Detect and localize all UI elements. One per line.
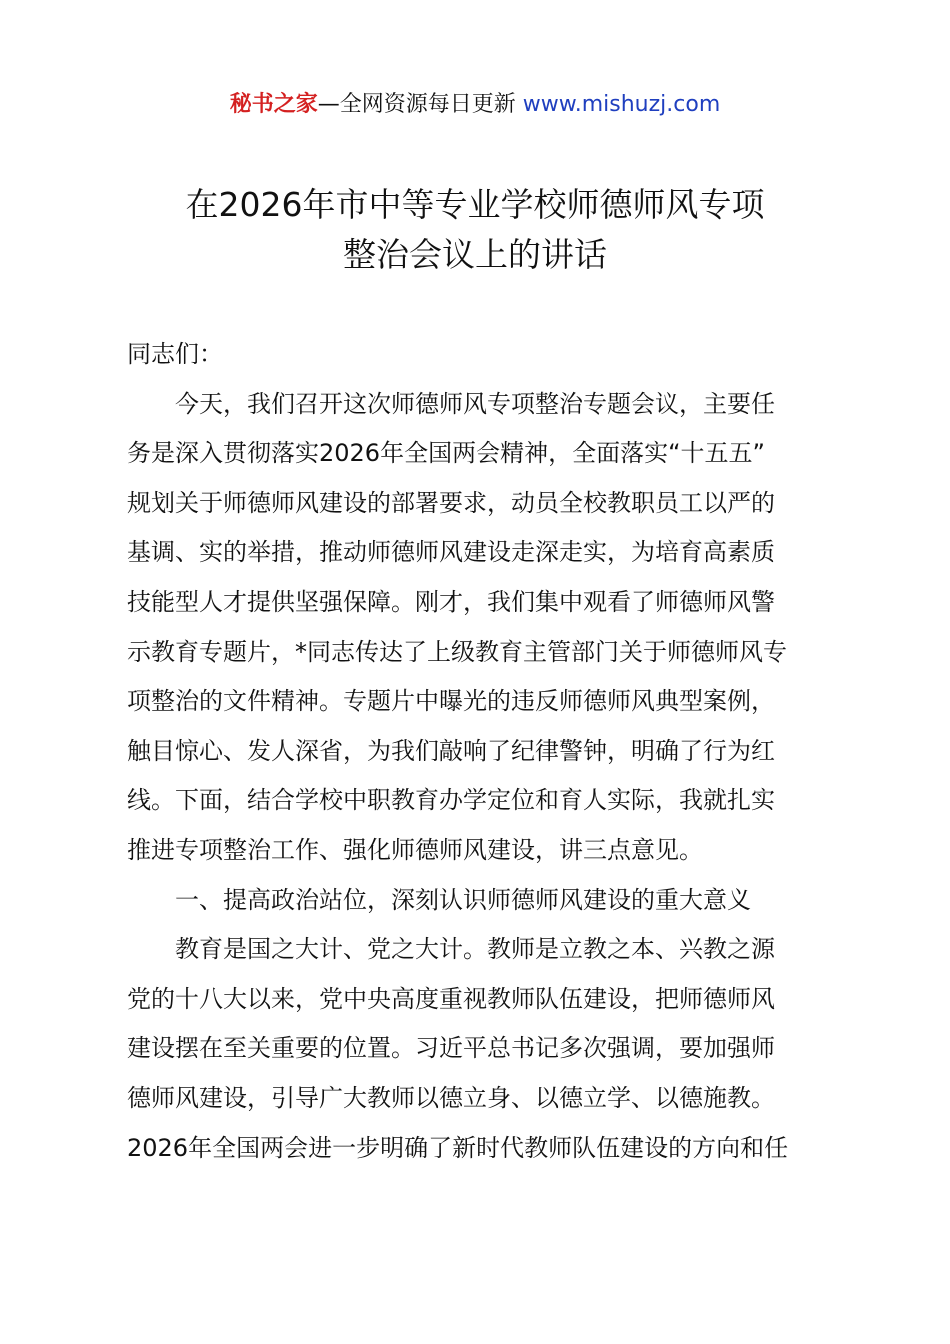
section-1-heading-text: 一、提高政治站位，深刻认识师德师风建设的重大意义 bbox=[175, 885, 751, 914]
site-url-link[interactable]: www.mishuzj.com bbox=[522, 92, 721, 117]
paragraph-2-line: 德师风建设，引导广大教师以德立身、以德立学、以德施教。 bbox=[127, 1083, 775, 1112]
title-line-1: 在2026年市中等专业学校师德师风专项 bbox=[185, 185, 765, 224]
paragraph-2-line: 教育是国之大计、党之大计。教师是立教之本、兴教之源 bbox=[175, 935, 775, 964]
paragraph-1-line: 推进专项整治工作、强化师德师风建设，讲三点意见。 bbox=[127, 835, 703, 864]
paragraph-1 bbox=[127, 380, 835, 876]
paragraph-1-line: 基调、实的举措，推动师德师风建设走深走实，为培育高素质 bbox=[127, 538, 775, 567]
paragraph-1-line: 今天，我们召开这次师德师风专项整治专题会议，主要任 bbox=[175, 389, 775, 418]
salutation: 同志们： bbox=[127, 340, 223, 368]
paragraph-1-line: 项整治的文件精神。专题片中曝光的违反师德师风典型案例， bbox=[127, 687, 775, 716]
paragraph-1-line: 触目惊心、发人深省，为我们敲响了纪律警钟，明确了行为红 bbox=[127, 736, 775, 765]
brand-name: 秘书之家 bbox=[229, 92, 318, 117]
paragraph-2 bbox=[127, 925, 835, 1173]
paragraph-1-line: 务是深入贯彻落实2026年全国两会精神，全面落实“十五五” bbox=[127, 439, 765, 468]
paragraph-2-line: 2026年全国两会进一步明确了新时代教师队伍建设的方向和任 bbox=[127, 1133, 789, 1162]
document-title bbox=[0, 180, 950, 280]
title-line-2: 整治会议上的讲话 bbox=[343, 235, 607, 274]
paragraph-1-line: 线。下面，结合学校中职教育办学定位和育人实际，我就扎实 bbox=[127, 786, 775, 815]
paragraph-1-line: 示教育专题片，*同志传达了上级教育主管部门关于师德师风专 bbox=[127, 637, 787, 666]
section-1-heading bbox=[127, 876, 835, 926]
document-body bbox=[127, 330, 835, 1173]
paragraph-2-line: 建设摆在至关重要的位置。习近平总书记多次强调，要加强师 bbox=[127, 1034, 775, 1063]
paragraph-1-line: 规划关于师德师风建设的部署要求，动员全校教职员工以严的 bbox=[127, 488, 775, 517]
paragraph-1-line: 技能型人才提供坚强保障。刚才，我们集中观看了师德师风警 bbox=[127, 587, 775, 616]
header-tagline: —全网资源每日更新 bbox=[317, 92, 516, 117]
paragraph-2-line: 党的十八大以来，党中央高度重视教师队伍建设，把师德师风 bbox=[127, 984, 775, 1013]
site-header bbox=[0, 88, 950, 122]
